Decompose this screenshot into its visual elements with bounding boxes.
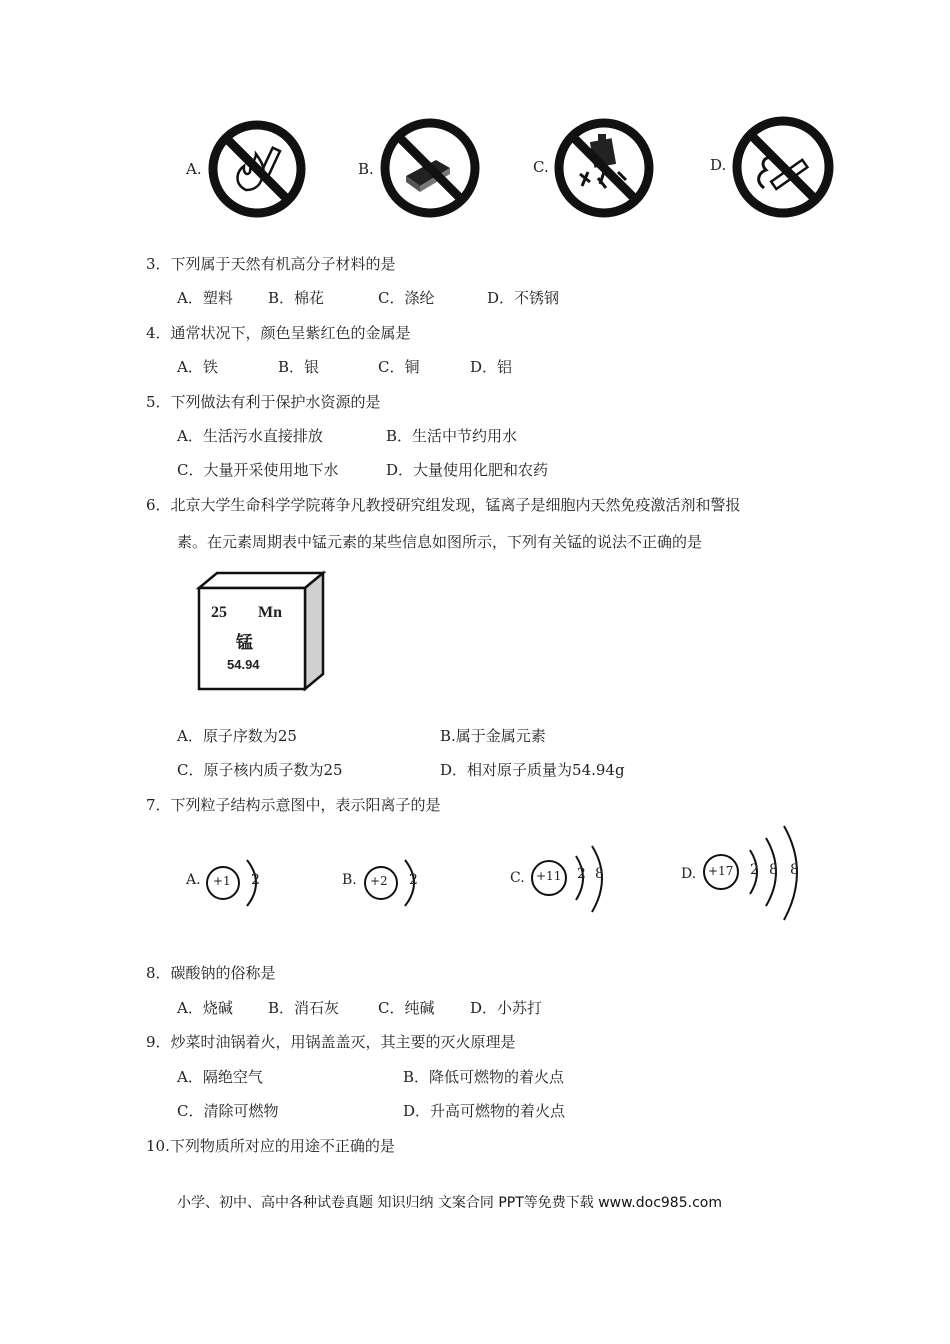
atom-a-nucleus: +1 xyxy=(213,874,231,888)
page-footer: 小学、初中、高中各种试卷真题 知识归纳 文案合同 PPT等免费下载 www.doc985.com xyxy=(177,1195,722,1211)
q8-option-c: C．纯碱 xyxy=(378,999,435,1017)
question-6-stem-line2: 素。在元素周期表中锰元素的某些信息如图所示，下列有关锰的说法不正确的是 xyxy=(177,533,703,551)
q3-option-c: C．涤纶 xyxy=(378,289,435,307)
q4-option-b: B．银 xyxy=(278,358,320,376)
question-3-stem: 3．下列属于天然有机高分子材料的是 xyxy=(146,255,396,273)
q3-option-d: D．不锈钢 xyxy=(487,289,560,307)
atom-b-nucleus: +2 xyxy=(370,874,388,888)
q3-option-a: A．塑料 xyxy=(177,289,233,307)
atom-d-shell-3: 8 xyxy=(790,862,799,878)
atom-c-shell-1: 2 xyxy=(577,866,586,882)
q8-option-a: A．烧碱 xyxy=(177,999,233,1017)
no-matches-icon xyxy=(378,116,482,220)
question-4-stem: 4．通常状况下，颜色呈紫红色的金属是 xyxy=(146,324,411,342)
sign-d-label: D. xyxy=(710,156,727,174)
q5-option-b: B．生活中节约用水 xyxy=(386,427,518,445)
atom-a-label: A. xyxy=(186,872,201,888)
atom-c-label: C. xyxy=(510,870,525,886)
question-6-stem-line1: 6．北京大学生命科学学院蒋争凡教授研究组发现，锰离子是细胞内天然免疫激活剂和警报 xyxy=(146,496,741,514)
sign-c-label: C. xyxy=(533,158,549,176)
q5-option-d: D．大量使用化肥和农药 xyxy=(386,461,549,479)
sign-a-label: A. xyxy=(186,160,202,178)
q4-option-c: C．铜 xyxy=(378,358,420,376)
q9-option-a: A．隔绝空气 xyxy=(177,1068,263,1086)
atom-d-nucleus: +17 xyxy=(708,864,734,878)
atom-b-shell-1: 2 xyxy=(409,872,418,888)
q5-option-c: C．大量开采使用地下水 xyxy=(177,461,339,479)
question-8-stem: 8．碳酸钠的俗称是 xyxy=(146,964,276,982)
atom-d-label: D. xyxy=(681,866,697,882)
question-9-stem: 9．炒菜时油锅着火，用锅盖盖灭，其主要的灭火原理是 xyxy=(146,1033,516,1051)
question-10-stem: 10.下列物质所对应的用途不正确的是 xyxy=(146,1137,395,1155)
q6-option-b: B.属于金属元素 xyxy=(440,727,546,745)
element-symbol: Mn xyxy=(258,604,282,621)
sign-b-label: B. xyxy=(358,160,374,178)
q6-option-a: A．原子序数为25 xyxy=(177,727,297,745)
no-smoking-icon xyxy=(730,114,836,220)
q6-option-d: D．相对原子质量为54.94g xyxy=(440,761,625,779)
q9-option-c: C．清除可燃物 xyxy=(177,1102,279,1120)
q8-option-d: D．小苏打 xyxy=(470,999,543,1017)
atom-c-shell-2: 8 xyxy=(595,866,604,882)
q8-option-b: B．消石灰 xyxy=(268,999,340,1017)
q4-option-a: A．铁 xyxy=(177,358,218,376)
q5-option-a: A．生活污水直接排放 xyxy=(177,427,323,445)
question-7-stem: 7．下列粒子结构示意图中，表示阳离子的是 xyxy=(146,796,441,814)
element-tile xyxy=(196,570,326,692)
no-fireworks-icon xyxy=(552,116,656,220)
element-atomic-number: 25 xyxy=(211,604,227,621)
element-tile-box xyxy=(196,570,326,692)
atom-a-shell-1: 2 xyxy=(251,872,260,888)
atom-d-shell-2: 8 xyxy=(769,862,778,878)
question-5-stem: 5．下列做法有利于保护水资源的是 xyxy=(146,393,381,411)
q4-option-d: D．铝 xyxy=(470,358,513,376)
no-open-flame-icon xyxy=(206,118,308,220)
q9-option-b: B．降低可燃物的着火点 xyxy=(403,1068,565,1086)
q3-option-b: B．棉花 xyxy=(268,289,325,307)
atom-b-label: B. xyxy=(342,872,357,888)
atom-d-shell-1: 2 xyxy=(750,862,759,878)
q6-option-c: C．原子核内质子数为25 xyxy=(177,761,343,779)
element-name: 锰 xyxy=(236,633,253,653)
q9-option-d: D．升高可燃物的着火点 xyxy=(403,1102,566,1120)
atom-c-nucleus: +11 xyxy=(536,869,562,883)
element-atomic-mass: 54.94 xyxy=(227,657,260,672)
